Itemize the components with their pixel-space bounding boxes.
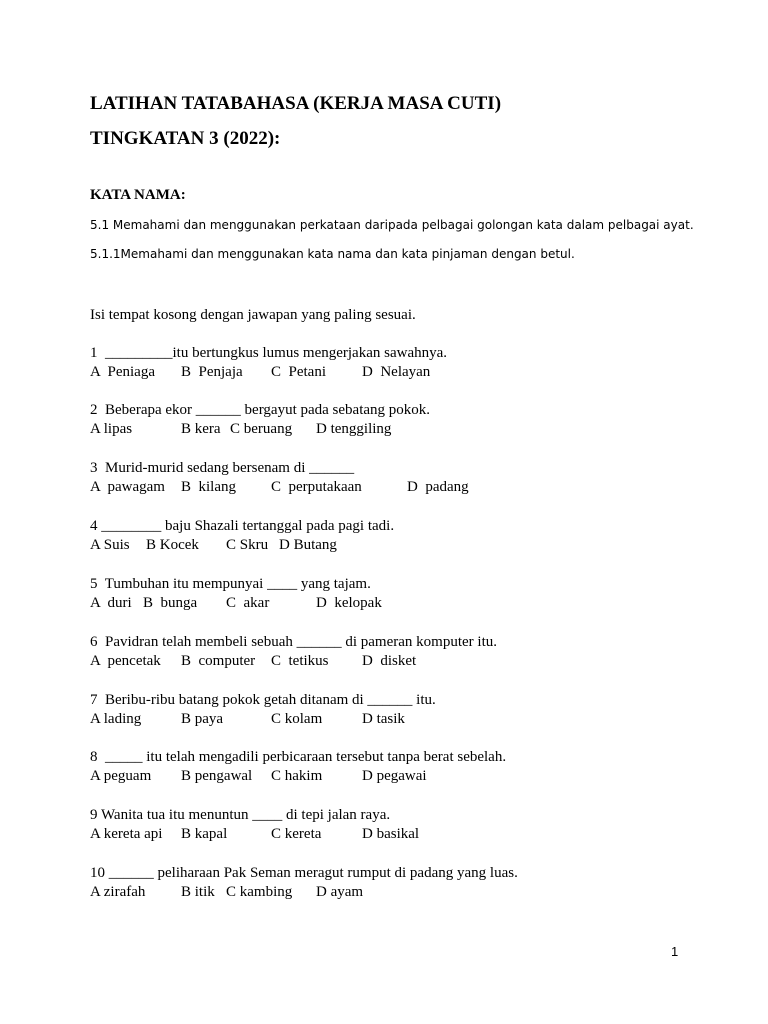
option-c: C beruang	[230, 421, 293, 437]
question-text: 6 Pavidran telah membeli sebuah ______ di pameran komputer itu.	[90, 634, 497, 650]
option-a: A Suis	[90, 537, 130, 553]
option-a: A kereta api	[90, 826, 163, 842]
option-d: D tenggiling	[316, 421, 392, 437]
question-text: 8 _____ itu telah mengadili perbicaraan tersebut tanpa berat sebelah.	[90, 749, 507, 765]
question-item	[90, 749, 690, 789]
instruction-text: Isi tempat kosong dengan jawapan yang paling sesuai.	[90, 307, 416, 323]
option-a: A Peniaga	[90, 364, 155, 380]
question-text: 1 _________itu bertungkus lumus mengerjakan sawahnya.	[90, 345, 448, 361]
learning-standard-2: 5.1.1Memahami dan menggunakan kata nama dan kata pinjaman dengan betul.	[90, 247, 575, 261]
option-b: B Penjaja	[181, 364, 243, 380]
option-b: B kapal	[181, 826, 228, 842]
option-d: D basikal	[362, 826, 420, 842]
question-item	[90, 460, 690, 500]
option-a: A peguam	[90, 768, 152, 784]
option-b: B pengawal	[181, 768, 253, 784]
question-item	[90, 807, 690, 847]
option-b: B Kocek	[146, 537, 199, 553]
option-c: C kolam	[271, 711, 323, 727]
option-d: D disket	[362, 653, 417, 669]
option-a: A zirafah	[90, 884, 146, 900]
option-d: D Nelayan	[362, 364, 431, 380]
question-item	[90, 576, 690, 616]
question-text: 4 ________ baju Shazali tertanggal pada pagi tadi.	[90, 518, 395, 534]
option-b: B paya	[181, 711, 224, 727]
question-text: 7 Beribu-ribu batang pokok getah ditanam di ______ itu.	[90, 692, 436, 708]
option-c: C tetikus	[271, 653, 329, 669]
option-d: D ayam	[316, 884, 364, 900]
question-item	[90, 345, 690, 385]
option-b: B computer	[181, 653, 256, 669]
option-c: C Petani	[271, 364, 326, 380]
page-number: 1	[671, 944, 679, 959]
learning-standard-1: 5.1 Memahami dan menggunakan perkataan daripada pelbagai golongan kata dalam pelbagai ayat.	[90, 218, 694, 232]
question-item	[90, 402, 690, 442]
option-d: D kelopak	[316, 595, 382, 611]
question-text: 9 Wanita tua itu menuntun ____ di tepi jalan raya.	[90, 807, 391, 823]
question-text: 3 Murid-murid sedang bersenam di ______	[90, 460, 355, 476]
option-b: B kera	[181, 421, 221, 437]
document-subtitle: TINGKATAN 3 (2022):	[90, 128, 281, 149]
option-c: C kereta	[271, 826, 322, 842]
question-item	[90, 634, 690, 674]
option-c: C perputakaan	[271, 479, 362, 495]
option-a: A duri	[90, 595, 132, 611]
question-item	[90, 518, 690, 558]
question-text: 5 Tumbuhan itu mempunyai ____ yang tajam.	[90, 576, 371, 592]
option-a: A lading	[90, 711, 142, 727]
option-b: B kilang	[181, 479, 236, 495]
question-text: 2 Beberapa ekor ______ bergayut pada sebatang pokok.	[90, 402, 431, 418]
option-d: D tasik	[362, 711, 405, 727]
question-text: 10 ______ peliharaan Pak Seman meragut rumput di padang yang luas.	[90, 865, 518, 881]
option-d: D Butang	[279, 537, 337, 553]
option-a: A lipas	[90, 421, 133, 437]
option-c: C akar	[226, 595, 270, 611]
question-item	[90, 865, 690, 905]
section-heading: KATA NAMA:	[90, 187, 186, 203]
option-c: C Skru	[226, 537, 269, 553]
option-b: B bunga	[143, 595, 198, 611]
option-d: D padang	[407, 479, 469, 495]
option-c: C kambing	[226, 884, 293, 900]
option-a: A pawagam	[90, 479, 165, 495]
question-item	[90, 692, 690, 732]
option-a: A pencetak	[90, 653, 161, 669]
option-c: C hakim	[271, 768, 323, 784]
document-title: LATIHAN TATABAHASA (KERJA MASA CUTI)	[90, 93, 502, 114]
option-b: B itik	[181, 884, 215, 900]
option-d: D pegawai	[362, 768, 427, 784]
